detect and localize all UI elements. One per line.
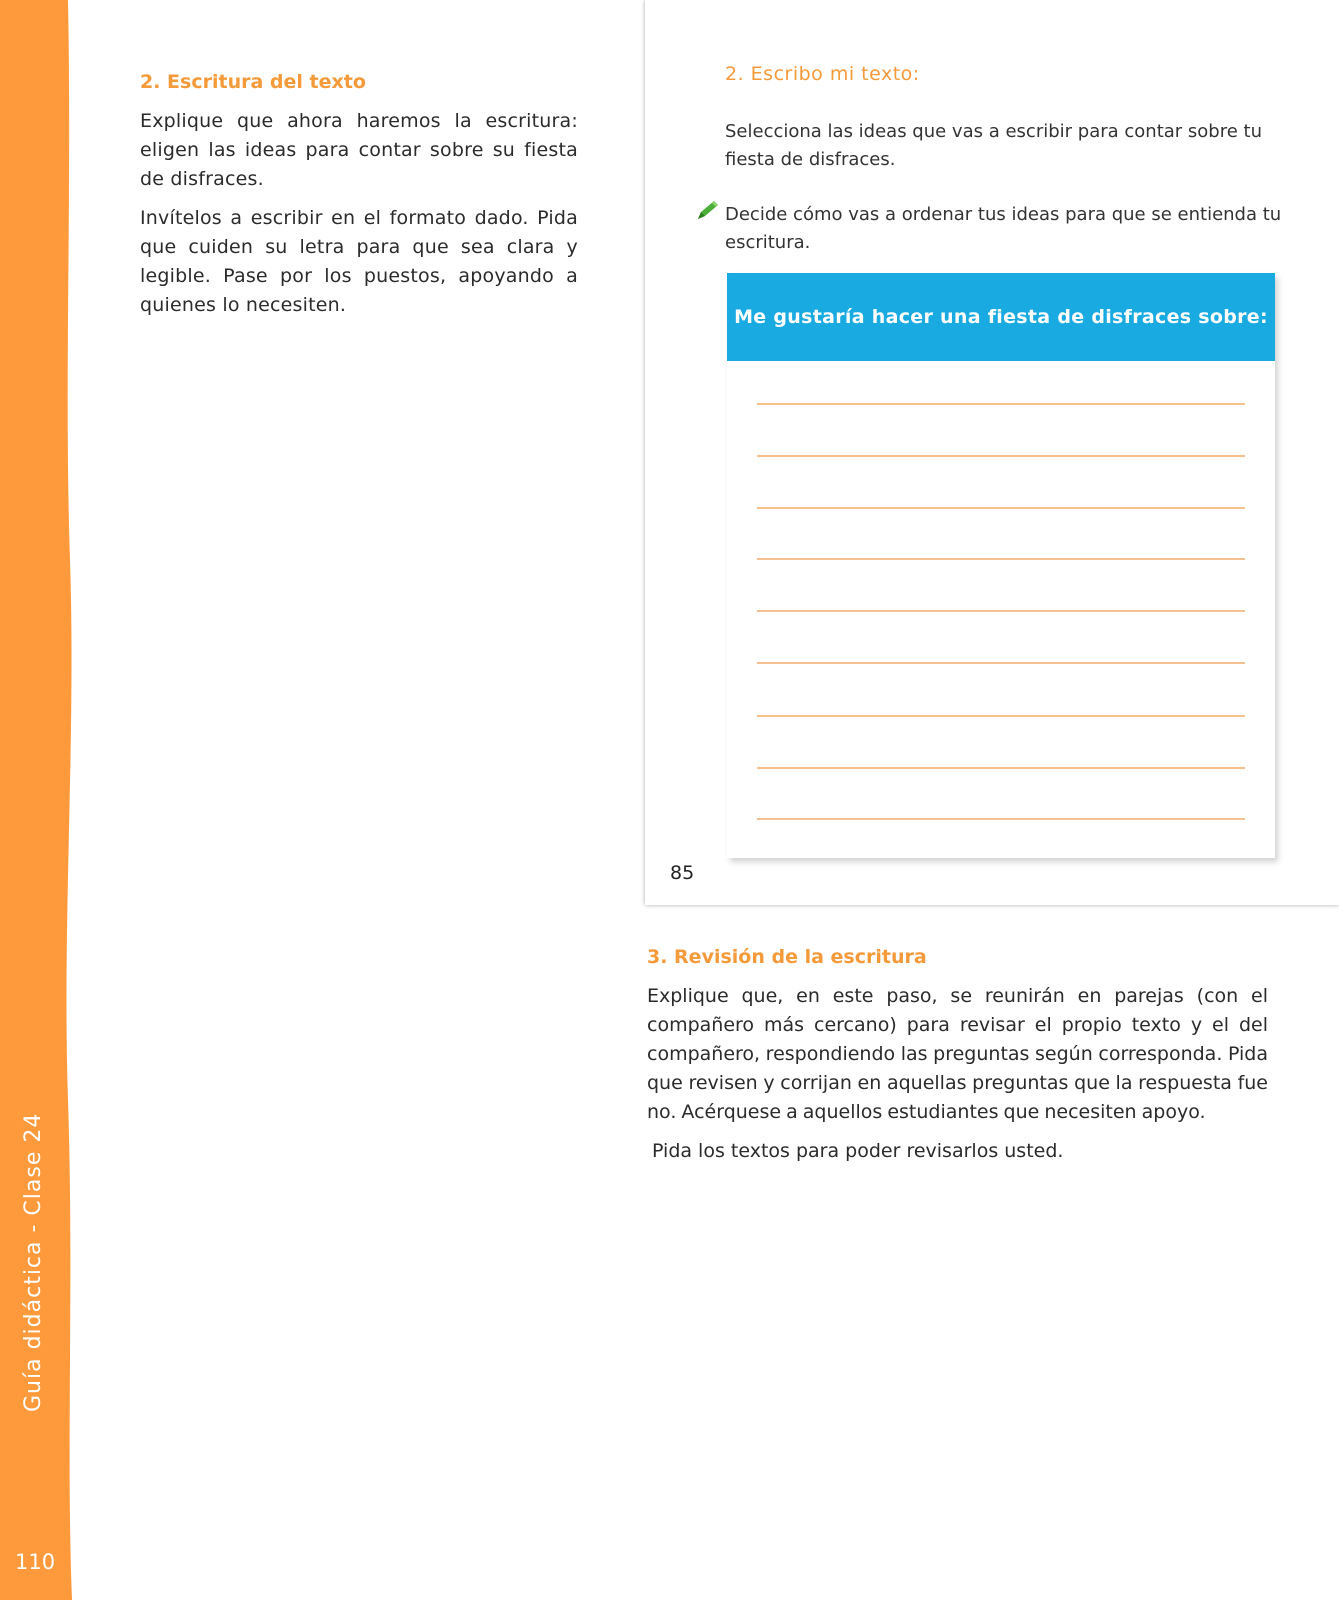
writing-box bbox=[727, 273, 1275, 858]
guide-page-number: 110 bbox=[15, 1550, 56, 1574]
writing-line bbox=[757, 610, 1245, 612]
writing-line bbox=[757, 558, 1245, 560]
section-3-paragraph: Explique que, en este paso, se reunirán en parejas (con el compañero más cercano) para revisar el propio texto y el del compañero, respondiendo las preguntas según corresponda. Pida que revisen y corrijan en aquellas preguntas que la respuesta fue no. Acérquese a aquellos estudiantes que necesiten apoyo. bbox=[647, 985, 1268, 1123]
book-instruction-1: Selecciona las ideas que vas a escribir para contar sobre tu fiesta de disfraces. bbox=[725, 121, 1262, 170]
section-2-paragraph-1: Explique que ahora haremos la escritura: eligen las ideas para contar sobre su fiesta de disfraces. bbox=[140, 110, 578, 190]
writing-box-header: Me gustaría hacer una fiesta de disfraces sobre: bbox=[727, 273, 1275, 361]
left-column bbox=[140, 68, 578, 330]
section-2-heading: 2. Escritura del texto bbox=[140, 71, 366, 93]
writing-line bbox=[757, 715, 1245, 717]
writing-line bbox=[757, 455, 1245, 457]
section-3 bbox=[647, 943, 1268, 1166]
book-page-title: 2. Escribo mi texto: bbox=[725, 63, 920, 85]
writing-line bbox=[757, 507, 1245, 509]
writing-line bbox=[757, 662, 1245, 664]
section-3-heading: 3. Revisión de la escritura bbox=[647, 946, 927, 968]
pencil-icon bbox=[695, 199, 721, 227]
book-page-number: 85 bbox=[670, 862, 695, 884]
writing-line bbox=[757, 767, 1245, 769]
section-2-paragraph-2: Invítelos a escribir en el formato dado. Pida que cuiden su letra para que sea clara y legible. Pase por los puestos, apoyando a quienes lo necesiten. bbox=[140, 207, 578, 316]
section-3-note: Pida los textos para poder revisarlos usted. bbox=[652, 1140, 1064, 1162]
writing-line bbox=[757, 403, 1245, 405]
book-instruction-2: Decide cómo vas a ordenar tus ideas para que se entienda tu escritura. bbox=[725, 204, 1282, 253]
writing-line bbox=[757, 818, 1245, 820]
student-book-page bbox=[645, 0, 1339, 905]
guide-label: Guía didáctica - Clase 24 bbox=[21, 1112, 46, 1412]
